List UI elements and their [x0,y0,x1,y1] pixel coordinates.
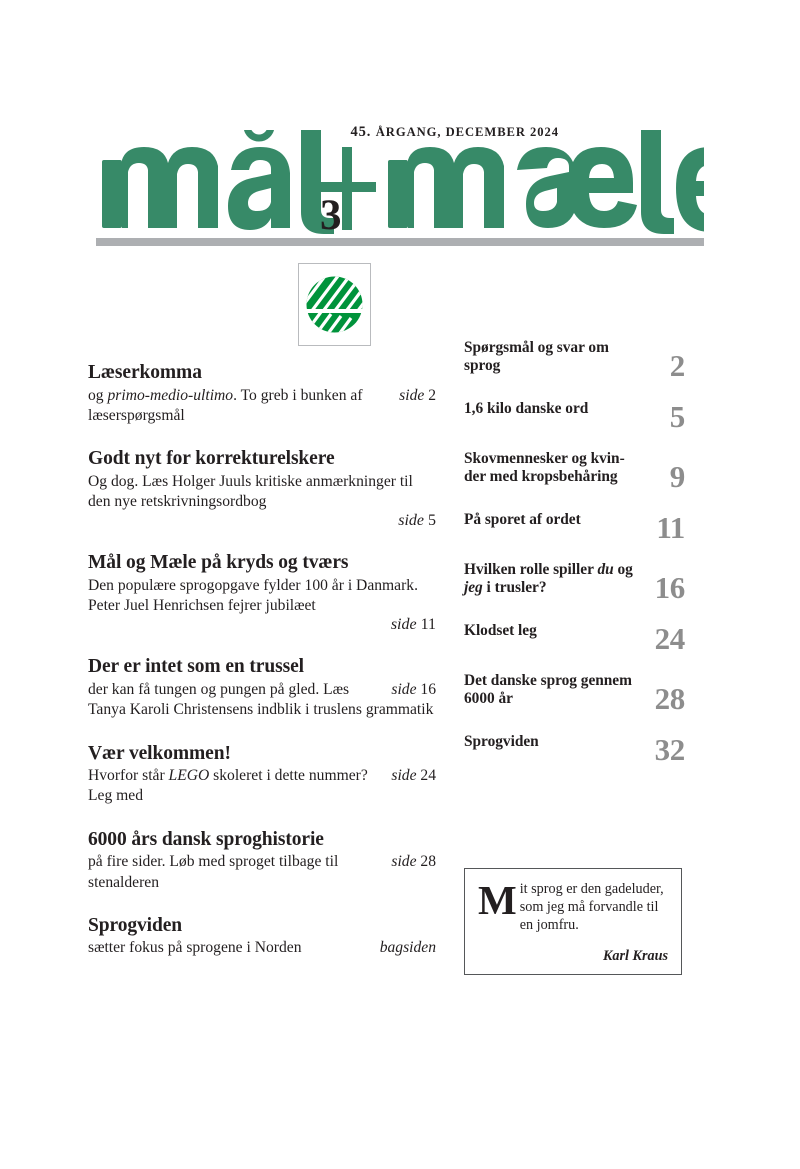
masthead-rule [96,238,704,246]
contents-entry-compact[interactable] [464,671,685,716]
contents-entry-title: Godt nyt for korrekturelskere [88,448,335,470]
quote-box [464,868,682,975]
contents-entry[interactable] [88,656,436,720]
contents-entry-description [88,938,436,958]
label-text: 1,6 kilo danske ord [464,399,589,417]
contents-entry-compact-label [464,622,636,640]
contents-entry[interactable] [88,829,436,893]
publisher-emblem [298,263,371,346]
description-text: sætter fokus på sprogene i Norden [88,939,302,957]
page-ref-label: side [399,386,425,404]
contents-entry-compact-label [464,339,636,376]
quote-text [478,877,668,935]
page-ref-number: 16 [416,681,436,699]
contents-entry-page-ref [88,512,436,530]
contents-entry-compact-label [464,561,636,598]
contents-entry-page-ref [391,766,436,786]
contents-entry-title: 6000 års dansk sproghistorie [88,828,324,850]
contents-entry-title: Sprogviden [88,914,183,936]
contents-entry-page-ref [391,680,436,700]
page-ref-number: 5 [424,512,436,530]
page-ref-number: 28 [416,853,436,871]
masthead-logotype [96,130,704,234]
contents-entry-compact[interactable] [464,731,685,767]
contents-entry-description [88,472,436,513]
description-emphasis: LEGO [168,767,210,785]
page-ref-number: 24 [416,767,436,785]
label-emphasis: du [597,560,614,578]
label-text: På sporet af ordet [464,510,581,528]
contents-entry-title: Vær velkommen! [88,742,231,764]
label-emphasis-2: jeg [464,579,483,597]
contents-entry-compact[interactable] [464,620,685,656]
contents-entry-compact[interactable] [464,509,685,545]
contents-entry[interactable] [88,743,436,807]
contents-entry-compact-label [464,511,636,529]
issue-volume: 45. [350,124,376,140]
contents-entry-compact[interactable] [464,560,685,605]
contents-entry-page-number: 28 [654,680,685,716]
contents-entry-title: Der er intet som en trussel [88,656,304,678]
contents-entry-compact[interactable] [464,398,685,434]
label-text: Sprogviden [464,732,539,750]
contents-entry-description [88,386,436,427]
quote-body: it sprog er den gadeluder, som jeg må forvandle til en jomfru. [519,881,664,933]
label-text: Det danske sprog gennem 6000 år [464,671,632,708]
contents-entry-title: Mål og Mæle på kryds og tværs [88,552,349,574]
contents-entry-compact[interactable] [464,449,685,494]
page-ref-label: side [390,616,417,634]
page-ref-label: side [398,512,424,530]
label-text: Hvilken rolle spiller [464,560,598,578]
description-emphasis: primo-medio-ultimo [107,386,234,404]
contents-entry-page-ref [391,852,436,872]
label-text-mid: og [613,560,633,578]
page-ref-number: 11 [416,616,436,634]
contents-entry-compact-label [464,400,636,418]
contents-entry-page-ref [380,938,436,958]
contents-entry-page-number: 24 [654,620,685,656]
contents-entry-page-number: 9 [669,458,685,494]
contents-entry[interactable] [88,362,436,426]
contents-entry[interactable] [88,552,436,634]
label-text: Spørgsmål og svar om sprog [464,339,609,375]
label-text: Skovmennesker og kvin-der med kropsbehåring [464,449,625,486]
page-ref-label: bagsiden [379,939,436,957]
description-text-rest: skoleret i dette nummer? Leg med [88,767,368,805]
contents-entry-page-number: 32 [654,731,685,767]
contents-entry-compact-label [464,450,636,487]
contents-entry-compact-label [464,733,636,751]
page-ref-label: side [391,853,417,871]
label-text: Klodset leg [464,621,537,639]
contents-entry-compact[interactable] [464,339,685,383]
description-text: på fire sider. Løb med sproget tilbage til stenalderen [88,853,339,891]
contents-entry-page-ref [88,616,436,634]
contents-entry-page-number: 2 [669,347,685,383]
quote-dropcap: M [478,877,517,923]
description-text: og [88,386,108,404]
contents-entry-description [88,852,436,893]
description-text: Og dog. Læs Holger Juuls kritiske anmærkninger til den nye retskrivningsordbog [88,472,413,511]
contents-entry[interactable] [88,915,436,959]
contents-entry[interactable] [88,448,436,530]
description-text-rest: . To greb i bunken af læserspørgsmål [88,386,363,424]
contents-entry-title: Læserkomma [88,362,202,383]
contents-entry-compact-label [464,672,636,709]
svg-text:3: 3 [320,192,342,234]
contents-right-column [464,339,685,767]
label-text-end: i trusler? [482,579,547,597]
contents-entry-page-number: 16 [654,569,685,605]
contents-entry-page-number: 11 [656,509,685,545]
contents-entry-page-ref [399,386,436,406]
page-ref-label: side [391,681,417,699]
description-text: Den populære sprogopgave fylder 100 år i Danmark. Peter Juel Henrichsen fejrer jubilæet [88,576,418,615]
contents-entry-description [88,576,436,617]
page-ref-label: side [391,767,417,785]
masthead [96,112,704,247]
contents-entry-description [88,766,436,807]
contents-entry-page-number: 5 [669,398,685,434]
contents-entry-description [88,680,436,721]
description-text: Hvorfor står [88,767,169,785]
page-ref-number: 2 [424,386,436,404]
quote-attribution: Karl Kraus [602,948,668,964]
description-text: der kan få tungen og pungen på gled. Læs Tanya Karoli Christensens indblik i truslens grammatik [88,681,434,719]
contents-left-column [88,362,436,959]
issue-date: ÅRGANG, DECEMBER 2024 [375,125,559,139]
